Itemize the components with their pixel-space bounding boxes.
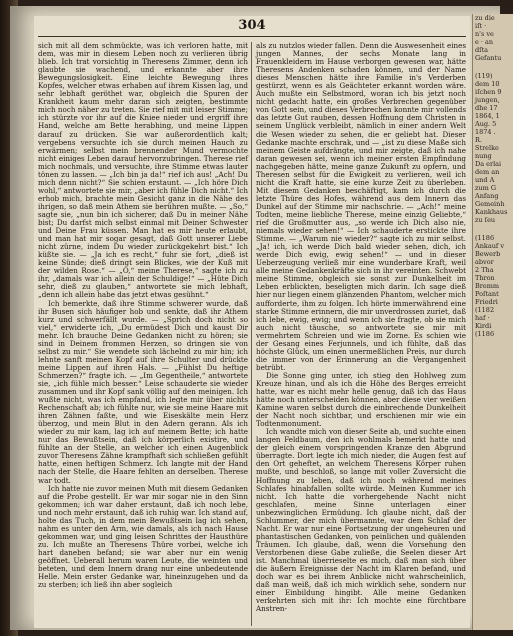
adjacent-page-fragment: nung [475,152,492,160]
adjacent-page-fragment: dem 10 [475,80,500,88]
adjacent-page-fragment: iſchen 9 [475,88,502,96]
adjacent-page-fragment: Ankauf v [475,242,505,250]
paragraph: Ich hatte nie zuvor meinen Muth mit diesem Gedanken auf die Probe gestellt. Er war mir sogar nie in den Sinn gekommen; ich war daher erstaunt, daß ich noch lebe, und noch mehr erstaunt, daß ich ruhig war. Ich stand auf, holte das Tuch, in dem mein Bewußtsein lag ich sehen, nahm es unter den Arm, wie damals, als ich nach Hause gekommen war, und ging leisen Schrittes der Hausthüre zu. Ich mußte an Theresens Thüre vorbei, welche ich hart daneben befand; sie war aber nur ein wenig geöffnet. Ueberall herum waren Leute, die weinten und beteten, und dem Innern drang nur eine unbedeutende Helle. Mein erster Gedanke war, hineinzugehen und da zu sterben; ich ließ ihn aber sogleich [38,483,248,590]
paragraph: Ich wandte mich von dieser Seite ab, und suchte einen langen Feldbaum, den ich wohlmals bemerkt hatte und der gleich einem vorspringenden Kranze den Abgrund überragte. Dort legte ich mich nieder, die Augen fest auf den Ort geheftet, an welchem Theresens Körper ruhen mußte, und beschloß, so lange mit voller Zuversicht die Hoffnung zu leben, daß ich noch während meines Schlafes hinabfallen sollte würde. Meinen Kummer ich nicht. Ich hatte die vorhergehende Nacht nicht geschlafen, meine Sinne unterlagen einer unbezwinglichen Ermüdung. Ich glaube nicht, daß der Schlummer, der mich übermannte, war dem Schlaf der Nacht. Er war nur eine Fortsetzung der ungeheuren und phantastischen Gedanken, von peinlichen und quälenden Träumen. Ich glaube, daß, wenn die Vorsehung den Verstorbenen diese Gabe zuließe, die Seelen dieser Art ist. Manchmal überrieselte es mich, daß man sich über die äußern Ereignisse der Nacht im Klaren befand, und doch war es bei ihrem Anblicke nicht wahrscheinlich, daß man weiß, daß ich mich wirklich sehe, sondern nur einer Einbildung hingibt. Alle meine Gedanken verkehrten sich mit ihr: Ich mochte eine fürchtbare Anstren- [256,427,466,614]
adjacent-page-fragment: (119) [475,72,493,80]
paragraph: sich mit all dem schmückte, was ich verloren hatte, mit dem, was mir in diesem Leben noch zu verlieren übrig blieb. Ich trat vorsichtig in Theresens Zimmer, denn ich glaubte sie wachend, und erkannte aber ihre Bewegungslosigkeit. Eine leichte Bewegung ihres Kopfes, welcher etwas erhaben auf ihrem Kissen lag, und sehr lebhaft geröthet war, obgleich die Spuren der Krankheit kaum mehr daran sich zeigten, bestimmte mich noch näher zu treten. Sie rief mit mit leiser Stimme; ich stürzte vor ihr auf die Kniee nieder und ergriff ihre Hand, welche am Bette herabhing, und meine Lippen darauf zu drücken. Sie war außerordentlich kalt; vergebens versuchte ich sie durch meinen Hauch zu erwärmen; selbst mein brennender Mund vermochte nicht einiges Leben darauf hervorzubringen. Therese rief mich nochmals, und versuchte, ihre Stimme etwas lauter tönen zu lassen. — „Ich bin ja da!“ rief ich aus! „Ach! Du mich denn nicht?“ Sie schien erstaunt. — „Ich höre Dich wohl,“ antwortete sie mir, „aber ich fühle Dich nicht.“ Ich erhob mich, brachte mein Gesicht ganz in die Nähe des ihrigen, so daß mein Athem sie berühren mußte. — „So,“ sagte sie, „nun bin ich sicherer, daß Du in meiner Nähe bist; Du darfst mich selbst einmal mit Deiner Schwester und Deine Frau küssen. Man hat es mir heute erlaubt, und man hat mir sogar gesagt, daß Gott unserer Liebe nicht zürne, indem Du wieder zurückgekehrt bist.“ Ich küßte sie. — „Ja ich es recht,“ fuhr sie fort, „dieß ist keine Sünde; dieß dringt sein Blickes, wie der Kuß mit der wilden Rose.“ — „O,“ meine Therese,“ sagte ich zu ihr, „damals war ich allein der Schuldige!“ — „Hüte Dich sehr, dieß zu glauben,“ antwortete sie mich lebhaft, „denn ich allein habe das jetzt etwas gesühnt.“ [38,41,248,300]
adjacent-page-fragment: Poſtant [475,290,499,298]
book-page [34,16,470,628]
adjacent-page-fragment: Friedri [475,298,498,306]
book-spread [10,6,508,630]
adjacent-page-fragment: Anfang [475,192,499,200]
adjacent-page-fragment: 1874 . [475,128,496,136]
adjacent-page-fragment: Gefantu [475,54,502,62]
page-number: 304 [238,18,266,33]
adjacent-page-fragment: (1186 [475,330,495,338]
adjacent-page-fragment: iſt · [475,22,487,30]
header-rule [38,36,466,37]
adjacent-page-fragment: zum G [475,184,497,192]
adjacent-page-edge [472,14,513,630]
adjacent-page-fragment: e · an [475,38,494,46]
adjacent-page-fragment: Thron [475,274,495,282]
adjacent-page-fragment: Da erlai [475,160,502,168]
adjacent-page-fragment: (1186 [475,234,495,242]
adjacent-page-fragment: jungen, [475,96,500,104]
adjacent-page-fragment: und A [475,176,495,184]
adjacent-page-fragment: zu ſeu [475,216,496,224]
adjacent-page-fragment: haf · [475,314,490,322]
adjacent-page-fragment: zu die [475,14,495,22]
adjacent-page-fragment: Aug. 5 [475,120,497,128]
adjacent-page-fragment: dhe 17 [475,104,498,112]
adjacent-page-fragment: (1182 [475,306,495,314]
adjacent-page-fragment: Bewerb [475,250,501,258]
adjacent-page-fragment: Kirdi [475,322,492,330]
adjacent-page-fragment: 1864, 1 [475,112,500,120]
adjacent-page-fragment: 2 Tha [475,266,494,274]
adjacent-page-fragment: dem an [475,168,500,176]
adjacent-page-fragment: dſta [475,46,489,54]
left-column [38,42,248,589]
adjacent-page-fragment: n's ve [475,30,494,38]
adjacent-page-fragment: Strelke [475,144,499,152]
paragraph: als zu nutzlos wieder fallen. Denn die Auswesenheit eines jungen Mannes, der sechs Monate lang in Frauenkleidern im Hause verborgen gewesen war, hätte Theresens Andenken schaden können, und der Name dieses Menschen hätte ihre Familie in's Verderben gestürzt, wenn es als Geächteter erkannt worden wäre. Auch mußte ein Selbstmord, woran ich bis jetzt noch nicht gedacht hatte, ein großes Verbrechen gegenüber von Gott sein, und dieses Verbrechen konnte mir vollends das letzte Gut rauben, dessen Hoffnung dem Christen in seinem Unglück verbleibt, nämlich in einer andern Welt die Wesen wieder zu sehen, die er geliebt hat. Dieser Gedanke machte erschrak, und — „ist zu diese Maße sich meinem Geiste aufdrängte, und mir zeigte, daß ich nahe daran gewesen sei, wenn ich meiner ersten Empfindung nachgegeben hätte, meine ganze Zukunft zu opfern, und Theresen selbst für die Ewigkeit zu verlieren, weil ich nicht die Kraft hatte, sie eine kurze Zeit zu überleben. Mit diesem Gedanken beschäftigt, kam ich durch die letzte Thüre des Hofes, während aus dem Innern das Dunkel auf der Stimme mir nachschrie. — „Ach!“ meine Todten, meine liebliche Therese, meine einzig Geliebte,“ rief die Großmutter aus, „so werde ich Dich also nie, niemals wieder sehen!“ — Ich schauderte erstickte ihre Stimme. — „Warum nie wieder?“ sagte ich zu mir selbst. „Ja! ich, ich werde Dich bald wieder sehen, dich, ich werde Dich ewig, ewig sehen!“ — und in dieser Ueberzeugung verließ mir eine wunderbare Kraft, weil alle meine Gedankenkräfte sich in ihr vereinten. Schwebt meine Stimme, obgleich sie sonst zur Dunkelheit im Leben erblickten, beseligten mich darin. Ich sage dieß hier nur liegen einem glänzenden Phantom, welcher mich aufforderte, ihm zu folgen. Ich hörte immerwährend eine starke Stimme erinnern, die mir unverdrossen zuriet, daß ich lebe, ewig, ewig; und wenn ich sie fragte, ob sie mich auch nicht täusche, so antwortete sie mir mit vermehrtem Schreien und wie im Zorne. Es schien wie der Gesang eines Ferjunnels, und ich fühlte, daß das höchste Glück, um einen unermeßlichen Preis, nur durch die immer von der Erinnerung an die Vergangenheit betrübt. [256,41,466,372]
adjacent-page-fragment: Kankhaus [475,208,508,216]
adjacent-page-fragment: Gemeinh [475,200,505,208]
paragraph: Die Sonne ging unter, ich stieg den Hohlweg zum Kreuze hinan, und als ich die Höhe des Berges erreicht hatte, war es nicht mehr helle genug, daß ich das Haus hätte noch unterscheiden können, aber diese vier weißen Kamine waren selbst durch die einbrechende Dunkelheit der Nacht noch sichtbar, und erschienen mir wie ein Todtenmonument. [256,370,466,429]
column-divider [251,42,252,626]
adjacent-page-fragment: R. [475,136,482,144]
adjacent-page-fragment: abvor [475,258,494,266]
paragraph: Ich bemerkte, daß ihre Stimme schwerer wurde, daß ihr Busen sich häufiger hob und senkte, daß ihr Athem kurz und schwerfällt wurde. — „Sprich doch nicht so viel,“ erwiderte ich, „Du ermüdest Dich und kaust Dir mehr. Ich brauche Deine Gedanken nicht zu hören; sie sind in Deinem frommen Herzen, so dringen sie von selbst zu mir.“ Sie wendete sich lächelnd zu mir hin; ich lehnte sanft meinen Kopf auf ihre Schulter und drückte meine Lippen auf ihren Hals. — „Fühlst Du heftige Schmerzen?“ fragte ich. — „Im Gegentheile,“ antwortete sie, „ich fühle mich besser.“ Leise schauderte sie wieder zusammen und ihr Kopf sank völlig auf den meinigen. Ich wußte nicht, was ich empfand, ich legte mir über nichts Rechenschaft ab; ich fühlte nur, wie sie meine Haare mit ihren Zähnen faßte, und wie Eiseskälte mein Herz überzog, und mein Blut in den Adern gerann. Als ich wieder zu mir kam, lag ich auf meinem Bette; ich hatte nur das Bewußtsein, daß ich körperlich existire, und fühlte an der Stelle, an welcher ich einen Augenblick zuvor Theresens Zähne krampfhaft sich schließen gefühlt hatte, einen heftigen Schmerz. Ich langte mit der Hand nach der Stelle, die Haare fehlten an derselben. Therese war todt. [38,298,248,485]
right-column [256,42,466,613]
adjacent-page-fragment: Bremm [475,282,500,290]
